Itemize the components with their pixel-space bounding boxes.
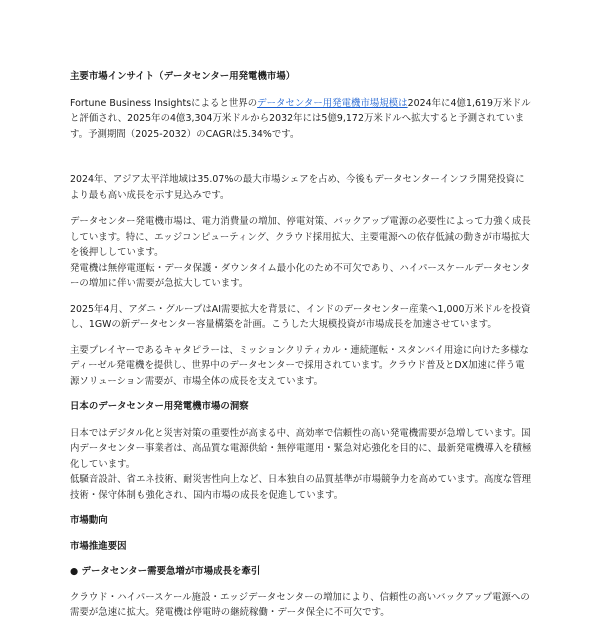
paragraph-market-size <box>70 96 532 143</box>
paragraph-backup-power: クラウド・ハイパースケール施設・エッジデータセンターの増加により、信頼性の高いバックアップ電源への需要が急速に拡大。発電機は停電時の継続稼働・データ保全に不可欠です。 <box>70 591 530 618</box>
paragraph-market-size-lead: Fortune Business Insightsによると世界の <box>70 97 258 109</box>
paragraph-generator-demand: 発電機は無停電運転・データ保護・ダウンタイム最小化のため不可欠であり、ハイパースケールデータセンターの増加に伴い需要が急拡大しています。 <box>70 262 531 289</box>
paragraph-adani-investment: 2025年4月、アダニ・グループはAI需要拡大を背景に、インドのデータセンター産業へ1,000万米ドルを投資し、1GWの新データセンター容量構築を計画。こうした大規模投資が市場成長を加速させています。 <box>70 303 531 330</box>
section-heading-market-insight: 主要市場インサイト（データセンター用発電機市場） <box>70 71 296 82</box>
paragraph-market-size-body: 2024年に4億1,619万米ドルと評価され、2025年の4億3,304万米ドルから2032年には5億9,172万米ドルへ拡大すると予測されています。予測期間（2025-2032）のCAGRは5.34%です。 <box>70 97 531 140</box>
paragraph-caterpillar: 主要プレイヤーであるキャタピラーは、ミッションクリティカル・連続運転・スタンバイ用途に向けた多様なディーゼル発電機を提供し、世界中のデータセンターで採用されています。クラウド普及とDX加速に伴う電源ソリューション需要が、市場全体の成長を支えています。 <box>70 344 529 387</box>
bullet-datacenter-demand: ● データセンター需要急増が市場成長を牽引 <box>70 566 261 577</box>
paragraph-japan-demand: 日本ではデジタル化と災害対策の重要性が高まる中、高効率で信頼性の高い発電機需要が急増しています。国内データセンター事業者は、高品質な電源供給・無停電運用・緊急対応強化を目的に、最新発電機導入を積極化しています。 <box>70 427 532 470</box>
market-size-link[interactable]: データセンター用発電機市場規模は <box>257 97 408 109</box>
paragraph-growth-drivers: データセンター発電機市場は、電力消費量の増加、停電対策、バックアップ電源の必要性によって力強く成長しています。特に、エッジコンピューティング、クラウド採用拡大、主要電源への依存低減の動きが市場拡大を後押ししています。 <box>70 216 531 258</box>
paragraph-asia-pacific: 2024年、アジア太平洋地域は35.07%の最大市場シェアを占め、今後もデータセンターインフラ開発投資により最も高い成長を示す見込みです。 <box>70 174 525 201</box>
paragraph-japan-quality: 低騒音設計、省エネ技術、耐災害性向上など、日本独自の品質基準が市場競争力を高めています。高度な管理技術・保守体制も強化され、国内市場の成長を促進しています。 <box>70 474 532 501</box>
article-body <box>70 69 532 621</box>
section-heading-japan-insight: 日本のデータセンター用発電機市場の洞察 <box>70 401 249 412</box>
section-heading-market-trends: 市場動向 <box>70 515 108 526</box>
section-heading-market-drivers: 市場推進要因 <box>70 540 127 552</box>
